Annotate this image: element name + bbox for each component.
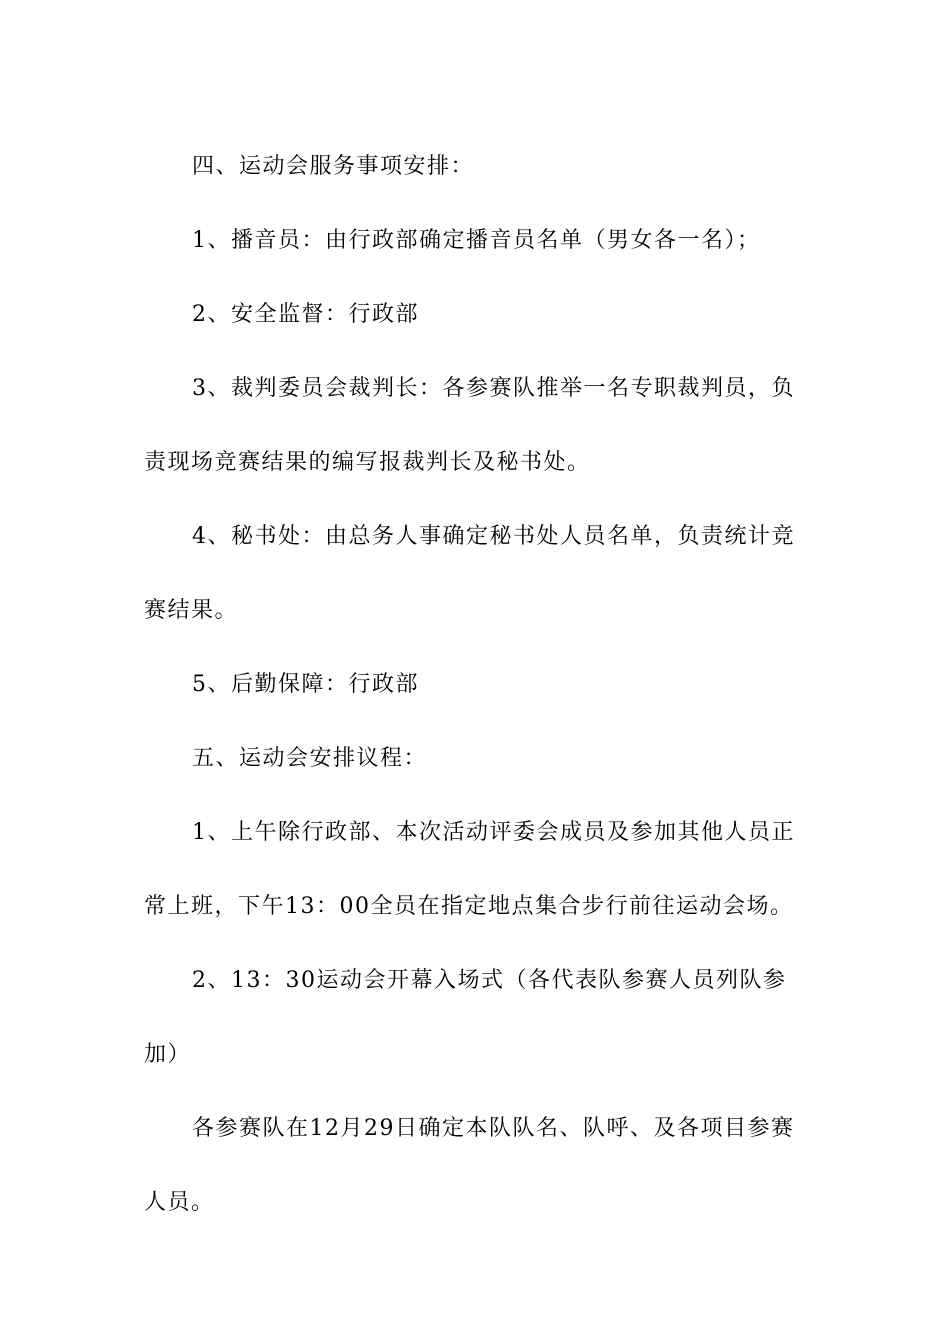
paragraph-referee-committee: 3、裁判委员会裁判长：各参赛队推举一名专职裁判员，负责现场竞赛结果的编写报裁判长及秘书处。 xyxy=(144,376,795,475)
paragraph-safety-supervision: 2、安全监督：行政部 xyxy=(192,302,419,327)
paragraph-morning-schedule: 1、上午除行政部、本次活动评委会成员及参加其他人员正常上班，下午13：00全员在指定地点集合步行前往运动会场。 xyxy=(144,820,795,919)
paragraph-announcer: 1、播音员：由行政部确定播音员名单（男女各一名）； xyxy=(192,228,761,253)
document-body xyxy=(144,130,814,1240)
paragraph-team-registration: 各参赛队在12月29日确定本队队名、队呼、及各项目参赛人员。 xyxy=(144,1116,795,1215)
section-heading-agenda: 五、运动会安排议程： xyxy=(192,746,428,771)
paragraph-opening-ceremony: 2、13：30运动会开幕入场式（各代表队参赛人员列队参加） xyxy=(144,968,787,1067)
paragraph-logistics: 5、后勤保障：行政部 xyxy=(192,672,419,697)
section-heading-service-arrangements: 四、运动会服务事项安排： xyxy=(192,154,475,179)
paragraph-secretariat: 4、秘书处：由总务人事确定秘书处人员名单，负责统计竞赛结果。 xyxy=(144,524,795,623)
